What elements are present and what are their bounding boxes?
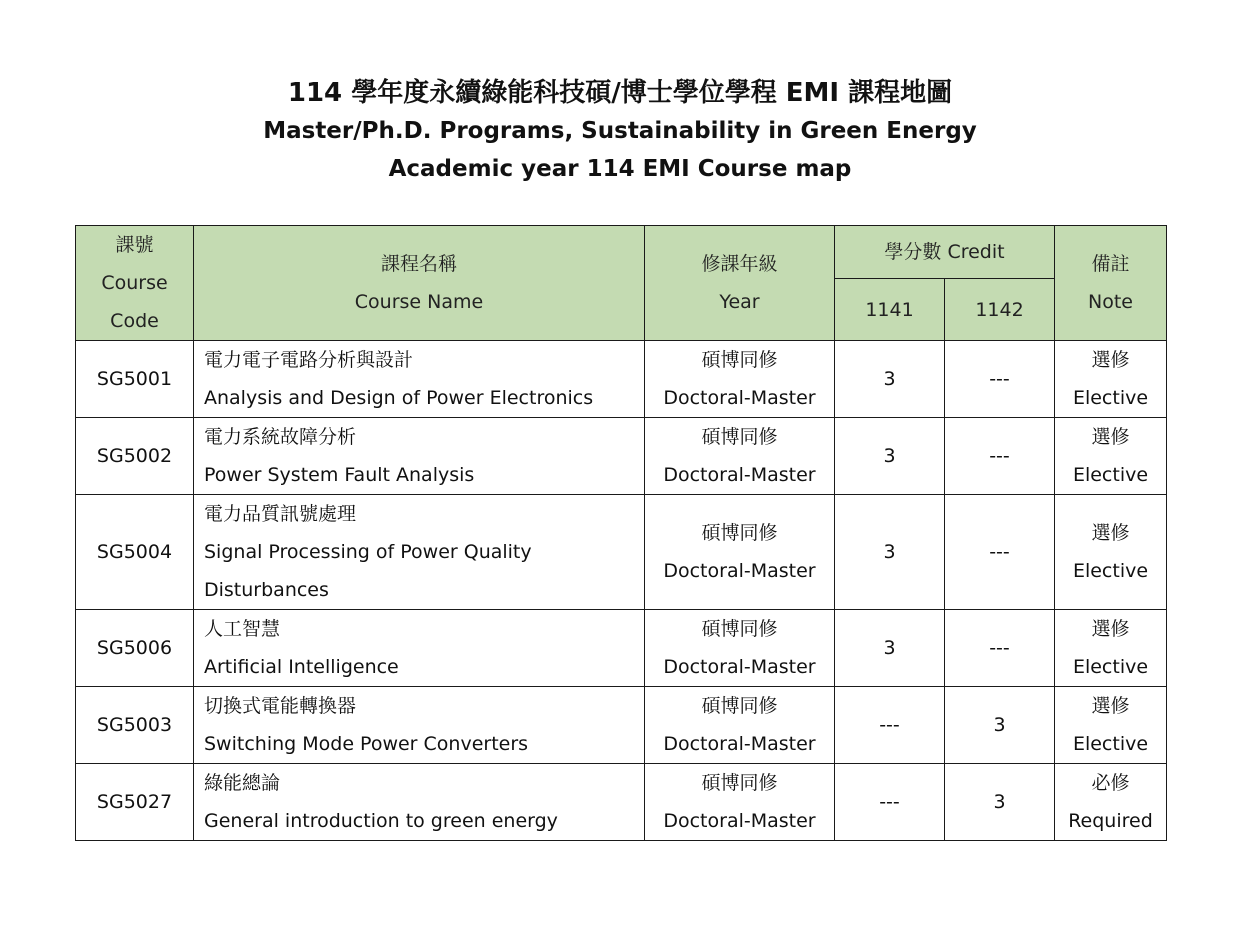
year-cell [645,764,835,841]
note-cell [1055,687,1167,764]
note-cell [1055,418,1167,495]
year-zh: 碩博同修 [701,349,778,371]
course-code-cell: SG5006 [76,610,194,687]
credit-1142-cell: 3 [945,687,1055,764]
credit-1142-cell: --- [945,495,1055,610]
course-code-cell: SG5001 [76,341,194,418]
year-cell [645,418,835,495]
note-zh: 選修 [1091,618,1130,640]
header-credit: 學分數 Credit [835,226,1055,279]
header-term-1141: 1141 [835,279,945,341]
note-zh: 選修 [1091,349,1130,371]
table-row [76,418,1167,495]
year-cell [645,610,835,687]
note-zh: 必修 [1091,772,1130,794]
header-note-en: Note [1088,291,1133,313]
course-name-cell [194,764,645,841]
header-year-en: Year [719,291,760,313]
year-zh: 碩博同修 [701,426,778,448]
year-en: Doctoral-Master [663,560,816,582]
header-term-1142: 1142 [945,279,1055,341]
course-name-en: Signal Processing of Power Quality [204,541,532,563]
header-course-name [194,226,645,341]
credit-1141-cell: 3 [835,341,945,418]
note-en: Elective [1072,656,1149,678]
note-zh: 選修 [1091,695,1130,717]
course-name-zh: 電力電子電路分析與設計 [204,349,414,371]
header-note-zh: 備註 [1091,253,1130,275]
year-zh: 碩博同修 [701,618,778,640]
year-zh: 碩博同修 [701,522,778,544]
course-name-en: Artificial Intelligence [204,656,399,678]
credit-1141-cell: 3 [835,610,945,687]
course-name-zh: 切換式電能轉換器 [204,695,357,717]
header-course-name-en: Course Name [354,291,484,313]
course-code-cell: SG5003 [76,687,194,764]
course-name-cell [194,687,645,764]
course-name-cell [194,341,645,418]
header-course-name-zh: 課程名稱 [380,253,457,275]
note-cell [1055,764,1167,841]
year-en: Doctoral-Master [663,387,816,409]
credit-1142-cell: --- [945,341,1055,418]
year-en: Doctoral-Master [663,464,816,486]
year-cell [645,341,835,418]
course-name-cell [194,418,645,495]
credit-1141-cell: 3 [835,418,945,495]
course-name-cell [194,495,645,610]
note-cell [1055,610,1167,687]
credit-1141-cell: 3 [835,495,945,610]
course-map-table [75,225,1167,841]
year-en: Doctoral-Master [663,733,816,755]
note-en: Elective [1072,560,1149,582]
table-header [76,226,1167,341]
year-cell [645,687,835,764]
course-name-cell [194,610,645,687]
year-zh: 碩博同修 [701,772,778,794]
course-code-cell: SG5004 [76,495,194,610]
header-course-code-en-2: Code [110,310,159,332]
credit-1142-cell: --- [945,418,1055,495]
header-course-code-zh: 課號 [115,234,154,256]
credit-1142-cell: --- [945,610,1055,687]
course-name-zh: 綠能總論 [204,772,281,794]
header-year-zh: 修課年級 [701,253,778,275]
year-en: Doctoral-Master [663,656,816,678]
note-zh: 選修 [1091,426,1130,448]
year-zh: 碩博同修 [701,695,778,717]
course-name-en: Switching Mode Power Converters [204,733,529,755]
year-cell [645,495,835,610]
document-title-block [0,74,1240,188]
credit-1141-cell: --- [835,687,945,764]
year-en: Doctoral-Master [663,810,816,832]
note-en: Required [1068,810,1153,832]
note-en: Elective [1072,387,1149,409]
title-english-coursemap: Academic year 114 EMI Course map [388,156,852,182]
table-row [76,495,1167,610]
header-note [1055,226,1167,341]
course-name-en: Analysis and Design of Power Electronics [204,387,594,409]
title-chinese: 114 學年度永續綠能科技碩/博士學位學程 EMI 課程地圖 [287,78,953,108]
table-row [76,687,1167,764]
credit-1141-cell: --- [835,764,945,841]
note-en: Elective [1072,733,1149,755]
course-name-zh: 人工智慧 [204,618,281,640]
course-code-cell: SG5002 [76,418,194,495]
course-name-en: Power System Fault Analysis [204,464,475,486]
header-row [76,226,1167,279]
course-name-en-continued: Disturbances [204,579,329,601]
header-year [645,226,835,341]
note-zh: 選修 [1091,522,1130,544]
course-name-en: General introduction to green energy [204,810,558,832]
title-english-program: Master/Ph.D. Programs, Sustainability in Green Energy [263,118,977,144]
table-row [76,341,1167,418]
note-cell [1055,341,1167,418]
course-code-cell: SG5027 [76,764,194,841]
note-en: Elective [1072,464,1149,486]
header-course-code [76,226,194,341]
header-course-code-en-1: Course [101,272,168,294]
table-row [76,764,1167,841]
course-name-zh: 電力系統故障分析 [204,426,357,448]
note-cell [1055,495,1167,610]
credit-1142-cell: 3 [945,764,1055,841]
course-name-zh: 電力品質訊號處理 [204,503,357,525]
table-row [76,610,1167,687]
